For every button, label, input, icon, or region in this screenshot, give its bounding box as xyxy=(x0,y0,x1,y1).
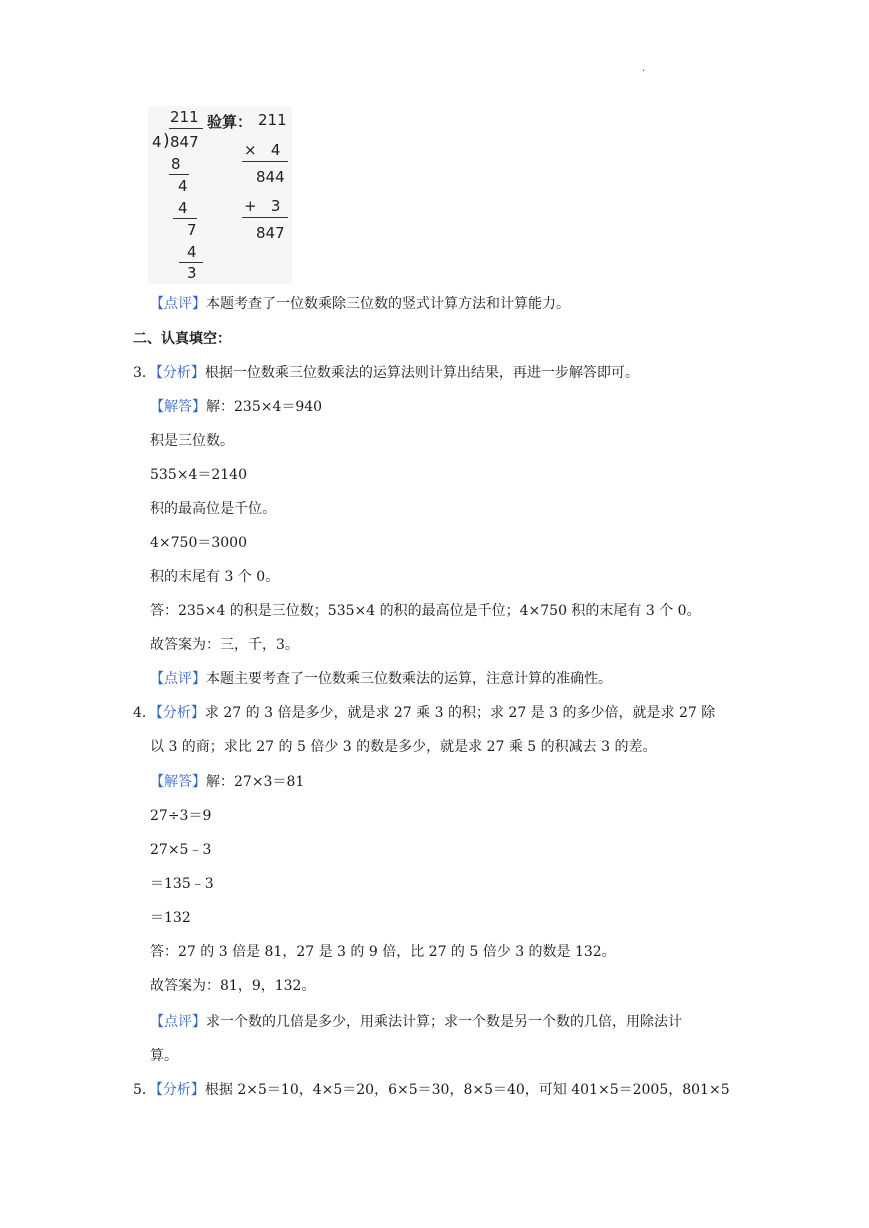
step-line xyxy=(173,218,197,219)
answer-line: 积的末尾有 3 个 0。 xyxy=(150,569,280,585)
dividend: 847 xyxy=(170,133,199,151)
comment-tag: 【点评】 xyxy=(150,671,206,687)
answer-text: 解：27×3＝81 xyxy=(206,774,305,790)
check-line-5: 847 xyxy=(256,224,285,242)
check-line-1: 211 xyxy=(258,111,287,129)
check-line-3: 844 xyxy=(256,168,285,186)
division-bar xyxy=(169,128,203,129)
answer-line: 27÷3＝9 xyxy=(150,808,212,824)
analysis-continuation: 以 3 的商；求比 27 的 5 倍少 3 的数是多少，就是求 27 乘 5 的积减去 3 的差。 xyxy=(150,739,657,755)
section-heading: 二、认真填空： xyxy=(133,331,231,347)
question-4-comment xyxy=(150,1012,682,1032)
step-line xyxy=(179,262,203,263)
question-number: 4． xyxy=(133,705,156,721)
analysis-tag: 【分析】 xyxy=(155,705,205,721)
quotient: 211 xyxy=(170,108,199,126)
check-label: 验算： xyxy=(207,113,253,131)
step-6: 3 xyxy=(187,264,197,282)
question-4-answer xyxy=(150,772,304,792)
answer-line: ＝135﹣3 xyxy=(150,876,214,892)
question-4-analysis xyxy=(133,703,715,723)
analysis-tag: 【分析】 xyxy=(155,365,205,381)
question-3-comment xyxy=(150,669,612,689)
answer-line: 答：27 的 3 倍是 81，27 是 3 的 9 倍，比 27 的 5 倍少 3 的数是 132。 xyxy=(150,944,616,960)
answer-line: 4×750＝3000 xyxy=(150,535,247,551)
step-line xyxy=(169,174,189,175)
division-bracket: ) xyxy=(163,131,170,151)
answer-text: 解：235×4＝940 xyxy=(206,399,323,415)
long-division-figure xyxy=(148,106,292,284)
step-2: 4 xyxy=(178,177,188,195)
comment-tag: 【点评】 xyxy=(150,296,206,312)
comment-tag: 【点评】 xyxy=(150,1014,206,1030)
answer-line: 27×5﹣3 xyxy=(150,842,212,858)
answer-line: 故答案为：三，千，3。 xyxy=(150,637,299,653)
comment-text: 本题主要考查了一位数乘三位数乘法的运算，注意计算的准确性。 xyxy=(206,671,612,687)
check-rule xyxy=(242,161,288,162)
page-mark: · xyxy=(642,66,646,77)
analysis-text: 求 27 的 3 倍是多少，就是求 27 乘 3 的积；求 27 是 3 的多少倍，就是求 27 除 xyxy=(204,705,716,721)
question-3-answer xyxy=(150,397,322,417)
analysis-text: 根据 2×5＝10，4×5＝20，6×5＝30，8×5＝40，可知 401×5＝2005，801×5 xyxy=(204,1082,730,1098)
answer-line: 答：235×4 的积是三位数；535×4 的积的最高位是千位；4×750 积的末尾有 3 个 0。 xyxy=(150,603,701,619)
answer-tag: 【解答】 xyxy=(150,774,206,790)
answer-line: 故答案为：81，9，132。 xyxy=(150,978,316,994)
analysis-text: 根据一位数乘三位数乘法的运算法则计算出结果，再进一步解答即可。 xyxy=(204,365,639,381)
step-4: 7 xyxy=(187,221,197,239)
answer-line: 535×4＝2140 xyxy=(150,467,247,483)
check-line-4: + 3 xyxy=(244,197,281,215)
question-5-analysis xyxy=(133,1080,730,1100)
answer-tag: 【解答】 xyxy=(150,399,206,415)
step-5: 4 xyxy=(187,243,197,261)
question-number: 5． xyxy=(133,1082,156,1098)
comment-continuation: 算。 xyxy=(150,1048,178,1064)
answer-line: 积是三位数。 xyxy=(150,433,234,449)
check-line-2: × 4 xyxy=(244,141,281,159)
question-3-analysis xyxy=(133,363,639,383)
comment-line xyxy=(150,294,570,314)
step-1: 8 xyxy=(171,155,181,173)
answer-line: 积的最高位是千位。 xyxy=(150,501,276,517)
analysis-tag: 【分析】 xyxy=(155,1082,205,1098)
comment-text: 求一个数的几倍是多少，用乘法计算；求一个数是另一个数的几倍，用除法计 xyxy=(206,1014,682,1030)
comment-text: 本题考查了一位数乘除三位数的竖式计算方法和计算能力。 xyxy=(206,296,570,312)
question-number: 3． xyxy=(133,365,156,381)
answer-line: ＝132 xyxy=(150,910,191,926)
divisor: 4 xyxy=(152,133,162,151)
step-3: 4 xyxy=(178,199,188,217)
check-rule xyxy=(242,217,288,218)
